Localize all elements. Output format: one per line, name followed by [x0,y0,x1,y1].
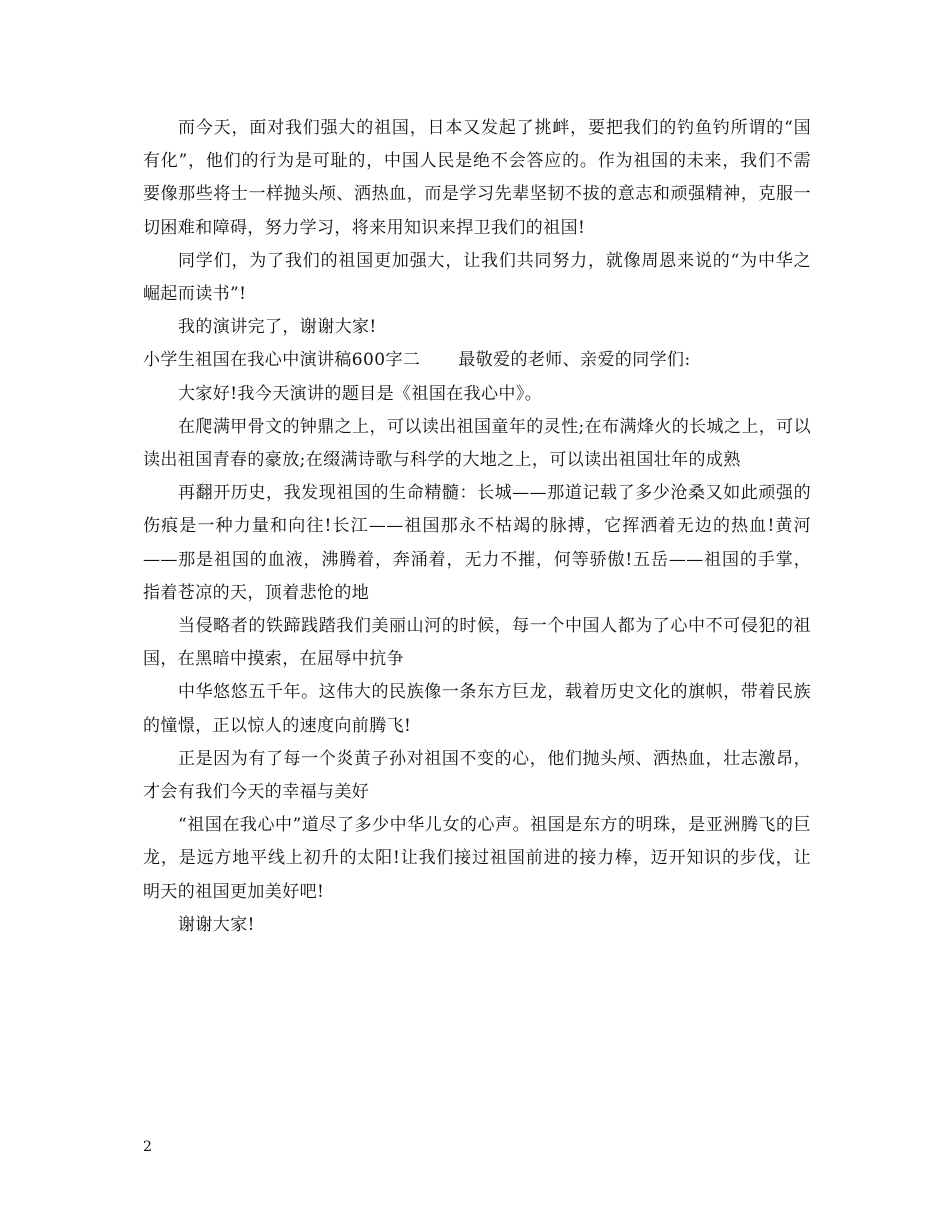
section-heading [143,344,811,377]
section-title: 小学生祖国在我心中演讲稿600字二 [143,350,421,371]
paragraph-patriotism: 而今天，面对我们强大的祖国，日本又发起了挑衅，要把我们的钓鱼钓所谓的“国有化”，他们的行为是可耻的，中国人民是绝不会答应的。作为祖国的未来，我们不需要像那些将士一样抛头颅、洒热血，而是学习先辈坚韧不拔的意志和顽强精神，克服一切困难和障碍，努力学习，将来用知识来捍卫我们的祖国! [143,118,811,238]
paragraph-descendants: 正是因为有了每一个炎黄子孙对祖国不变的心，他们抛头颅、洒热血，壮志激昂，才会有我们今天的幸福与美好 [143,748,811,803]
paragraph-intro: 大家好!我今天演讲的题目是《祖国在我心中》。 [178,383,543,404]
section-greeting: 最敬爱的老师、亲爱的同学们: [458,350,691,371]
paragraph-closing-thanks: 我的演讲完了，谢谢大家! [178,317,377,338]
paragraph-final-thanks: 谢谢大家! [178,914,255,935]
paragraph-invaders: 当侵略者的铁蹄践踏我们美丽山河的时候，每一个中国人都为了心中不可侵犯的祖国，在黑暗中摸索，在屈辱中抗争 [143,616,811,670]
paragraph-classmates: 同学们，为了我们的祖国更加强大，让我们共同努力，就像周恩来说的“为中华之崛起而读书”! [143,250,811,305]
paragraph-motherland-in-heart: “祖国在我心中”道尽了多少中华儿女的心声。祖国是东方的明珠，是亚洲腾飞的巨龙，是远方地平线上初升的太阳!让我们接过祖国前进的接力棒，迈开知识的步伐，让明天的祖国更加美好吧! [143,815,811,902]
paragraph-five-thousand-years: 中华悠悠五千年。这伟大的民族像一条东方巨龙，载着历史文化的旗帜，带着民族的憧憬，正以惊人的速度向前腾飞! [143,682,811,736]
page-number: 2 [143,1139,152,1155]
paragraph-history: 再翻开历史，我发现祖国的生命精髓：长城——那道记载了多少沧桑又如此顽强的伤痕是一种力量和向往!长江——祖国那永不枯竭的脉搏，它挥洒着无边的热血!黄河——那是祖国的血液，沸腾着，奔涌着，无力不摧，何等骄傲!五岳——祖国的手掌，指着苍凉的天，顶着悲怆的地 [143,483,811,603]
paragraph-oracle-bones: 在爬满甲骨文的钟鼎之上，可以读出祖国童年的灵性;在布满烽火的长城之上，可以读出祖国青春的豪放;在缀满诗歌与科学的大地之上，可以读出祖国壮年的成熟 [143,416,811,471]
document-body [143,112,811,942]
